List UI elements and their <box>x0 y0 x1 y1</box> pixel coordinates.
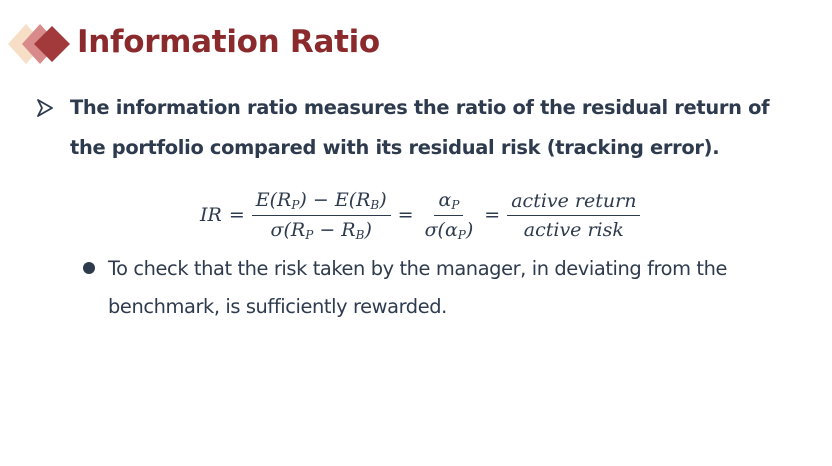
fraction-numerator: $\alpha_P$ <box>434 189 463 216</box>
equals-sign: = <box>484 204 501 226</box>
equals-sign: = <box>228 204 245 226</box>
equals-sign: = <box>397 204 414 226</box>
fraction-denominator: active risk <box>523 218 624 241</box>
formula-fraction-expected-returns <box>252 189 391 242</box>
sub-bullet-text: To check that the risk taken by the manager, in deviating from the benchmark, is sufficiently rewarded. <box>108 257 727 318</box>
main-bullet-text: The information ratio measures the ratio of the residual return of the portfolio compared with its residual risk (tracking error). <box>70 96 770 159</box>
page-title: Information Ratio <box>77 24 380 60</box>
arrow-bullet-icon <box>37 99 53 117</box>
fraction-numerator: active return <box>507 190 640 216</box>
fraction-denominator: $\sigma(\alpha_P)$ <box>424 218 474 242</box>
ir-formula <box>200 184 640 246</box>
formula-fraction-active <box>507 190 640 241</box>
diamond-logo-icon <box>8 22 72 68</box>
round-bullet-icon <box>83 262 95 274</box>
fraction-denominator: $\sigma(R_P - R_B)$ <box>270 218 372 242</box>
formula-lhs: IR <box>200 204 222 226</box>
fraction-numerator: $E(R_P) - E(R_B)$ <box>252 189 391 216</box>
formula-fraction-alpha <box>421 189 478 242</box>
